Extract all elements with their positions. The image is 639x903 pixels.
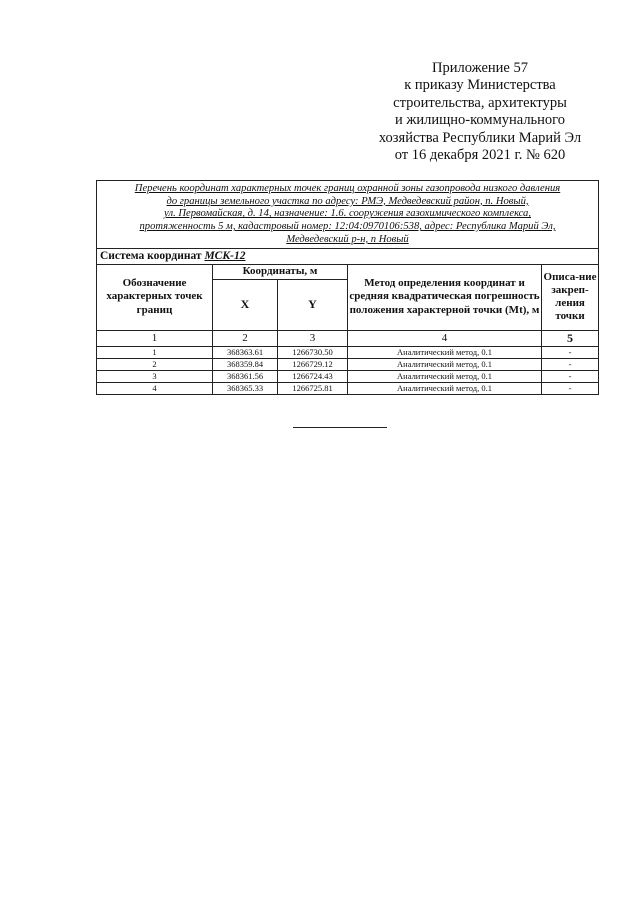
description-value: - — [542, 358, 599, 370]
appendix-line: к приказу Министерства — [404, 77, 556, 94]
point-number: 1 — [97, 346, 213, 358]
description-value: - — [542, 370, 599, 382]
header-point: Обозначение характерных точек границ — [97, 264, 213, 330]
point-number: 2 — [97, 358, 213, 370]
x-value: 368359.84 — [213, 358, 278, 370]
appendix-line: и жилищно-коммунального — [394, 112, 566, 129]
coordinate-system-value: МСК-12 — [204, 250, 246, 263]
table-row — [97, 382, 599, 394]
method-value: Аналитический метод, 0.1 — [348, 346, 542, 358]
header-y: Y — [278, 279, 348, 330]
appendix-line: хозяйства Республики Марий Эл — [378, 129, 582, 146]
column-number-row — [97, 330, 599, 346]
caption-line: ул. Первомайская, д. 14, назначение: 1.6. сооружения газохимического комплекса, — [164, 208, 531, 220]
column-number: 1 — [97, 330, 213, 346]
point-number: 3 — [97, 370, 213, 382]
y-value: 1266724.43 — [278, 370, 348, 382]
x-value: 368363.61 — [213, 346, 278, 358]
caption-line: до границы земельного участка по адресу: РМЭ, Медведевский район, п. Новый, — [166, 195, 529, 207]
y-value: 1266729.12 — [278, 358, 348, 370]
appendix-line: строительства, архитектуры — [393, 94, 567, 111]
x-value: 368365.33 — [213, 382, 278, 394]
table-caption — [97, 181, 599, 249]
caption-line: Перечень координат характерных точек границ охранной зоны газопровода низкого давления — [134, 183, 561, 194]
appendix-header — [360, 60, 600, 164]
column-number: 3 — [278, 330, 348, 346]
method-value: Аналитический метод, 0.1 — [348, 382, 542, 394]
end-divider-line — [293, 427, 387, 428]
description-value: - — [542, 346, 599, 358]
header-coordinates: Координаты, м — [213, 264, 348, 279]
description-value: - — [542, 382, 599, 394]
table-row — [97, 370, 599, 382]
method-value: Аналитический метод, 0.1 — [348, 358, 542, 370]
x-value: 368361.56 — [213, 370, 278, 382]
table-row — [97, 346, 599, 358]
y-value: 1266725.81 — [278, 382, 348, 394]
header-method: Метод определения координат и средняя квадратическая погрешность положения характерной точки (Mt), м — [348, 264, 542, 330]
caption-line: протяженность 5 м, кадастровый номер: 12:04:0970106:538, адрес: Республика Марий Эл, — [139, 221, 556, 233]
method-value: Аналитический метод, 0.1 — [348, 370, 542, 382]
coordinate-system-row — [97, 248, 599, 264]
y-value: 1266730.50 — [278, 346, 348, 358]
appendix-line: Приложение 57 — [432, 60, 528, 76]
table-row — [97, 358, 599, 370]
header-description: Описа-ние закреп-ления точки — [542, 264, 599, 330]
column-number: 4 — [348, 330, 542, 346]
column-number: 5 — [542, 330, 599, 346]
coordinate-system-label: Система координат — [100, 250, 202, 263]
caption-line: Медведевский р-н, п Новый — [286, 233, 409, 245]
coordinates-table — [96, 180, 599, 395]
appendix-line: от 16 декабря 2021 г. № 620 — [394, 147, 566, 164]
column-number: 2 — [213, 330, 278, 346]
point-number: 4 — [97, 382, 213, 394]
header-x: X — [213, 279, 278, 330]
